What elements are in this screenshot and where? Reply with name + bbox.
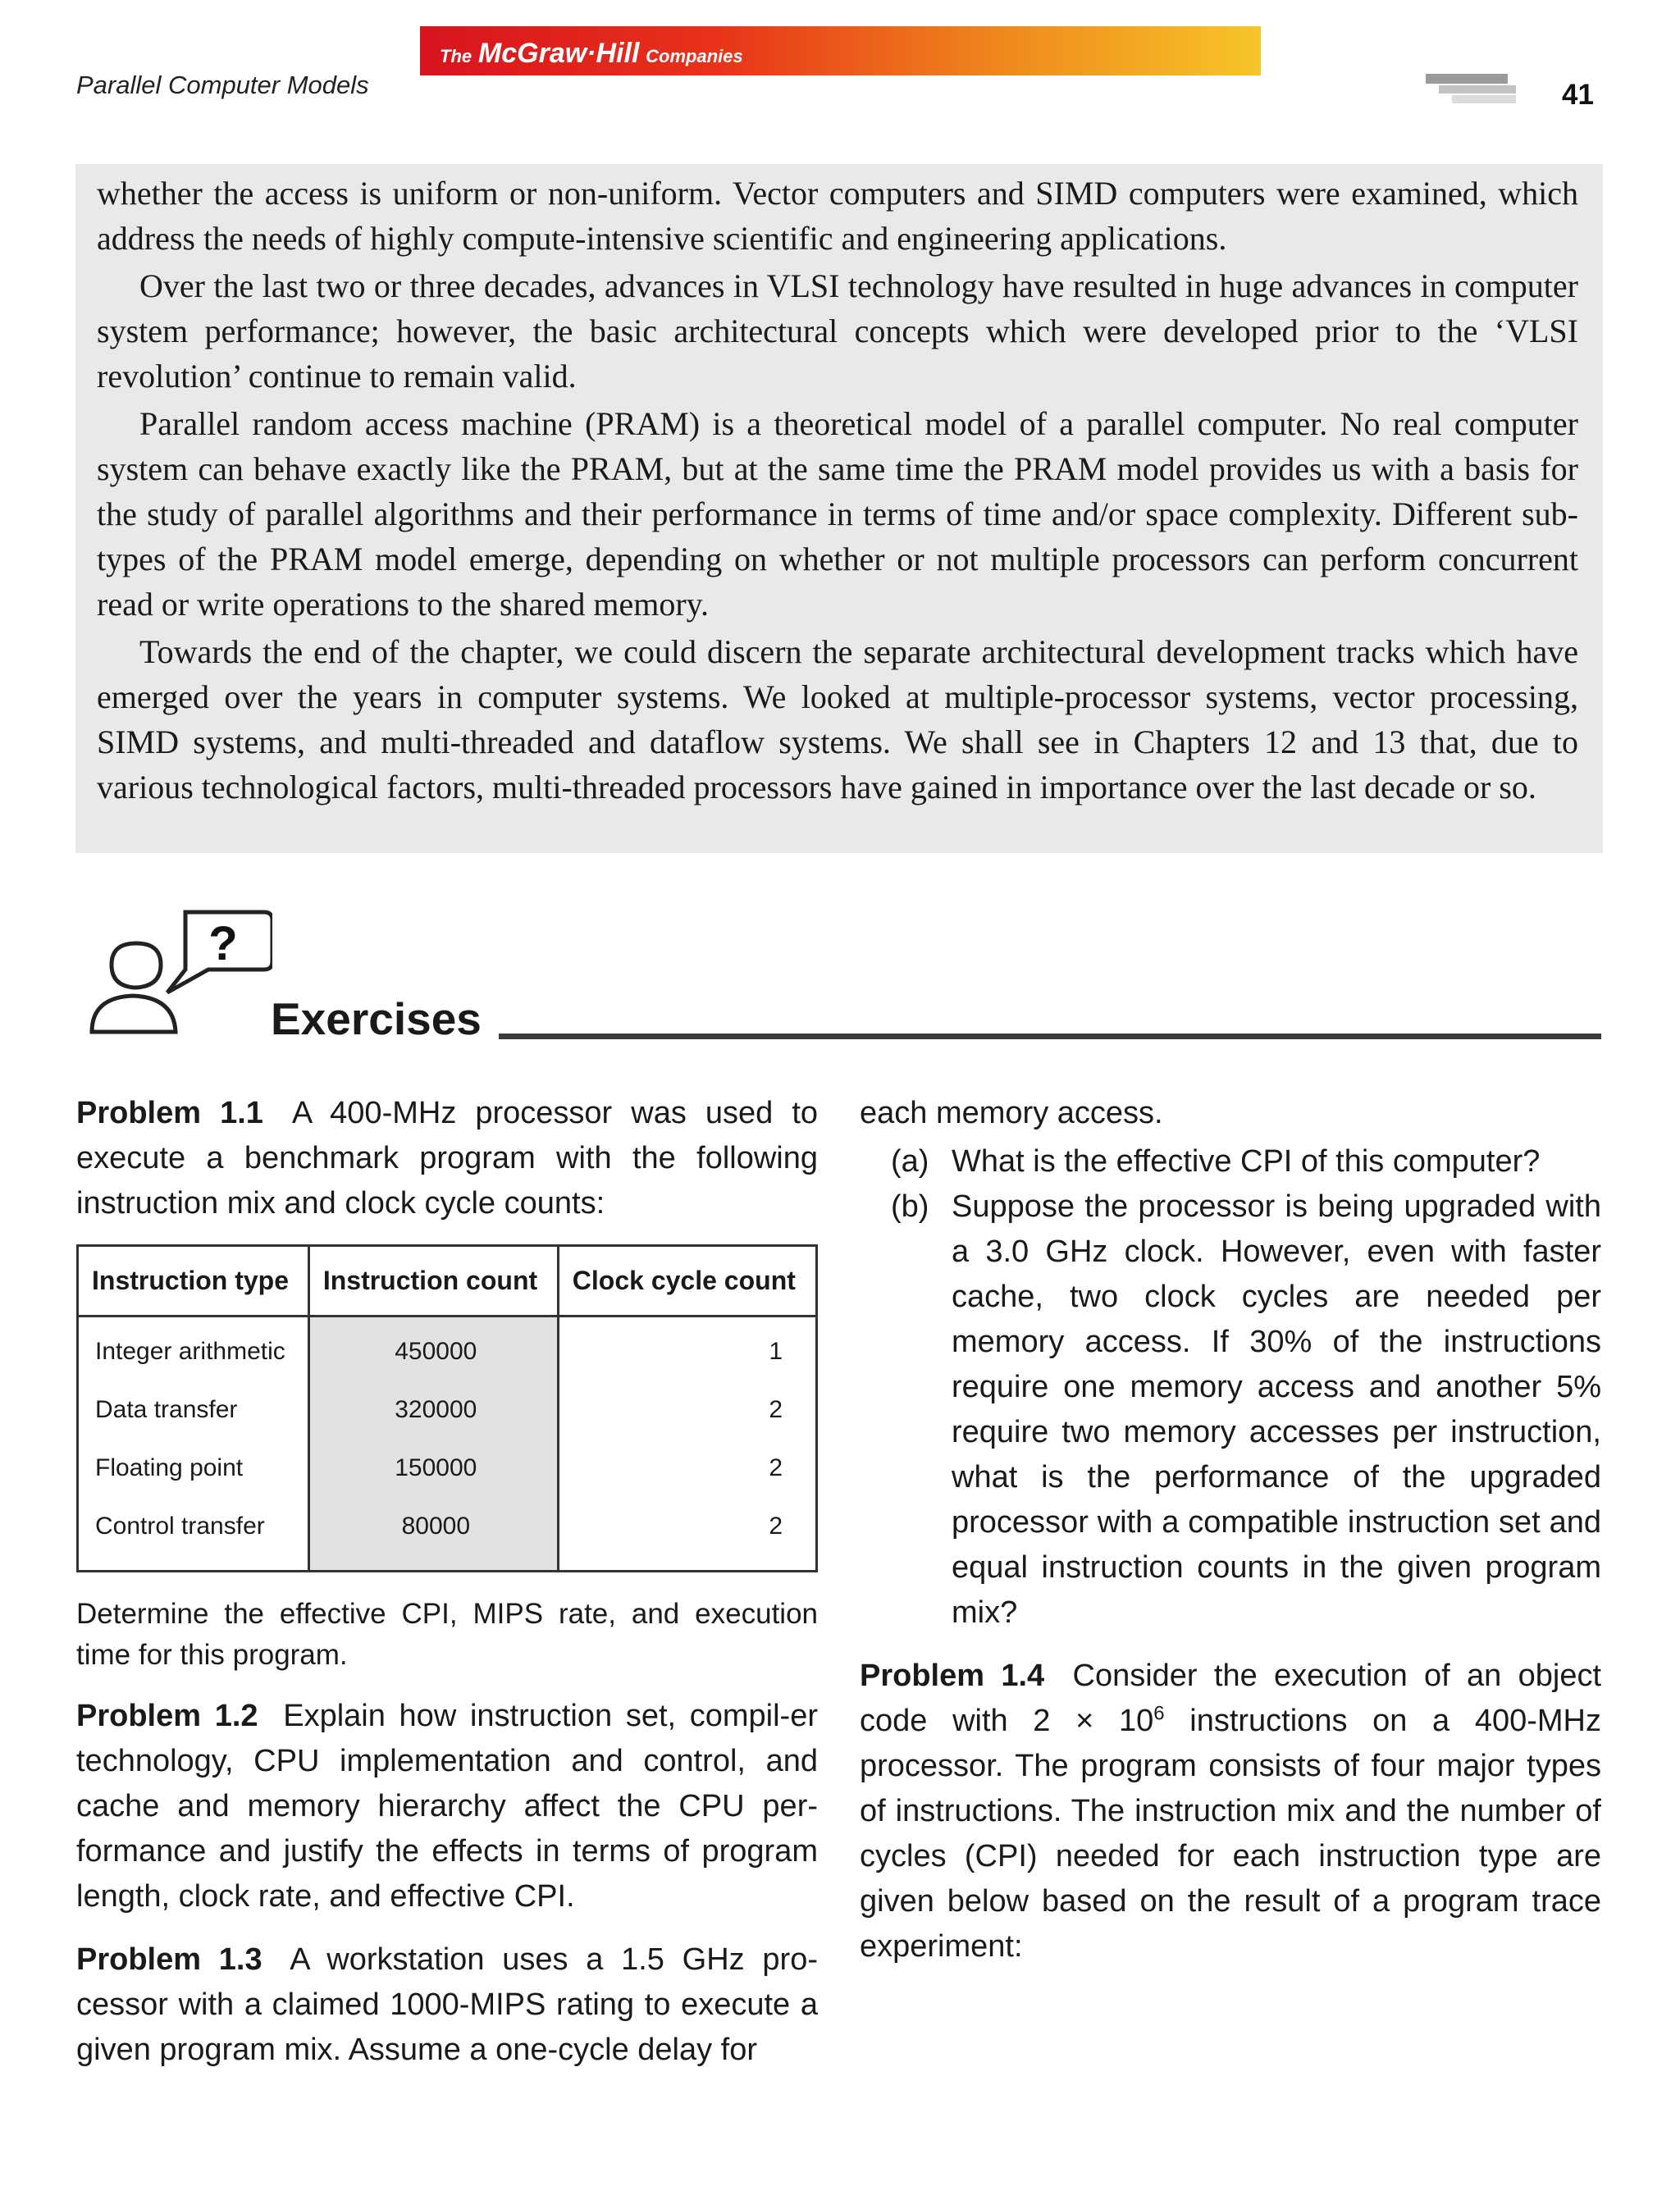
table-cell: Integer arithmetic (78, 1317, 309, 1381)
problem-1-3 (76, 1937, 818, 2073)
part-marker: (b) (891, 1189, 929, 1224)
logo-prefix: The (440, 46, 472, 66)
exercises-heading: Exercises (271, 993, 482, 1044)
running-head: Parallel Computer Models (76, 71, 369, 99)
left-column (76, 1091, 818, 2091)
table-cell: 2 (769, 1396, 783, 1423)
problem-1-3-continued: each memory access. (860, 1096, 1163, 1130)
part-text: Suppose the processor is being upgraded with a 3.0 GHz clock. However, even with faster cache, two clock cycles are needed per memory access. If 30% of the instructions require one memory access and another 5% require two memory accesses per instruction, what is the performance of the upgraded processor with a compatible instruction set and equal instruction counts in the given program mix? (952, 1189, 1601, 1630)
part-marker: (a) (891, 1144, 929, 1179)
question-person-icon (75, 901, 272, 1037)
table-cell: 80000 (308, 1497, 558, 1572)
table-header: Clock cycle count (558, 1246, 816, 1317)
summary-box (75, 164, 1603, 853)
publisher-logo-bar (420, 26, 1261, 75)
logo-suffix: Companies (646, 46, 743, 66)
table-row (78, 1439, 817, 1497)
table-cell: 2 (769, 1454, 783, 1481)
summary-paragraph: whether the access is uniform or non-uniform. Vector computers and SIMD computers were examined, which address the needs of highly compute-intensive scientific and engineering applications. (97, 175, 1578, 257)
logo-name: McGraw·Hill (477, 38, 640, 69)
problem-text: A workstation uses a 1.5 GHz pro-cessor with a claimed 1000-MIPS rating to execute a given program mix. Assume a one-cycle delay for (76, 1942, 818, 2067)
page-number: 41 (1562, 79, 1594, 111)
publisher-logo-text (440, 38, 743, 70)
table-cell: 320000 (308, 1380, 558, 1439)
problem-label: Problem 1.2 (76, 1699, 258, 1733)
table-cell: Data transfer (78, 1380, 309, 1439)
table-header: Instruction type (78, 1246, 309, 1317)
table-cell: 150000 (308, 1439, 558, 1497)
problem-1-3-part-a (891, 1139, 1601, 1184)
instruction-mix-table (76, 1244, 818, 1572)
table-row (78, 1380, 817, 1439)
summary-paragraph: Parallel random access machine (PRAM) is a theoretical model of a parallel computer. No real computer system can behave exactly like the PRAM, but at the same time the PRAM model provides us with a basis for the study of parallel algorithms and their performance in terms of time and/or space complexity. Different sub-types of the PRAM model emerge, depending on whether or not multiple processors can perform concurrent read or write operations to the shared memory. (97, 405, 1578, 623)
heading-rule (499, 1034, 1601, 1039)
table-cell: 1 (769, 1338, 783, 1365)
problem-1-3-part-b (891, 1184, 1601, 1636)
part-text: What is the effective CPI of this computer? (952, 1144, 1541, 1179)
problem-label: Problem 1.4 (860, 1659, 1045, 1693)
problem-label: Problem 1.1 (76, 1096, 263, 1130)
problem-text: Explain how instruction set, compil-er technology, CPU implementation and control, and cache and memory hierarchy affect the CPU per-formance and justify the effects in terms of program length, clock rate, and effective CPI. (76, 1699, 818, 1914)
problem-text: instructions on a 400-MHz processor. The program consists of four major types of instructions. The instruction mix and the number of cycles (CPI) needed for each instruction type are given below based on the result of a program trace experiment: (860, 1704, 1601, 1964)
table-cell: 450000 (308, 1317, 558, 1381)
table-cell: 2 (769, 1513, 783, 1540)
page-tab-decoration (1426, 74, 1516, 103)
problem-label: Problem 1.3 (76, 1942, 262, 1977)
problem-text: A 400-MHz processor was used to execute a benchmark program with the following instruction mix and clock cycle counts: (76, 1096, 819, 1221)
problem-1-1-instruction: Determine the effective CPI, MIPS rate, and execution time for this program. (76, 1598, 818, 1671)
right-column (860, 1091, 1601, 1987)
table-row (78, 1497, 817, 1572)
exponent: 6 (1153, 1702, 1165, 1725)
table-header: Instruction count (308, 1246, 558, 1317)
summary-paragraph: Over the last two or three decades, advances in VLSI technology have resulted in huge advances in computer system performance; however, the basic architectural concepts which were developed prior to the ‘VLSI revolution’ continue to remain valid. (97, 267, 1578, 395)
problem-1-4 (860, 1654, 1601, 1969)
problem-1-1 (76, 1091, 818, 1226)
table-header-row (78, 1246, 817, 1317)
question-mark-glyph: ? (208, 917, 238, 970)
table-cell: Control transfer (78, 1497, 309, 1572)
table-row (78, 1317, 817, 1381)
problem-1-2 (76, 1694, 818, 1919)
problem-text: Consider the execution of an object code with 2 × 10 (860, 1659, 1602, 1738)
table-cell: Floating point (78, 1439, 309, 1497)
summary-paragraph: Towards the end of the chapter, we could discern the separate architectural development tracks which have emerged over the years in computer systems. We looked at multiple-processor systems, vector processing, SIMD systems, and multi-threaded and dataflow systems. We shall see in Chapters 12 and 13 that, due to various technological factors, multi-threaded processors have gained in importance over the last decade or so. (97, 633, 1578, 805)
